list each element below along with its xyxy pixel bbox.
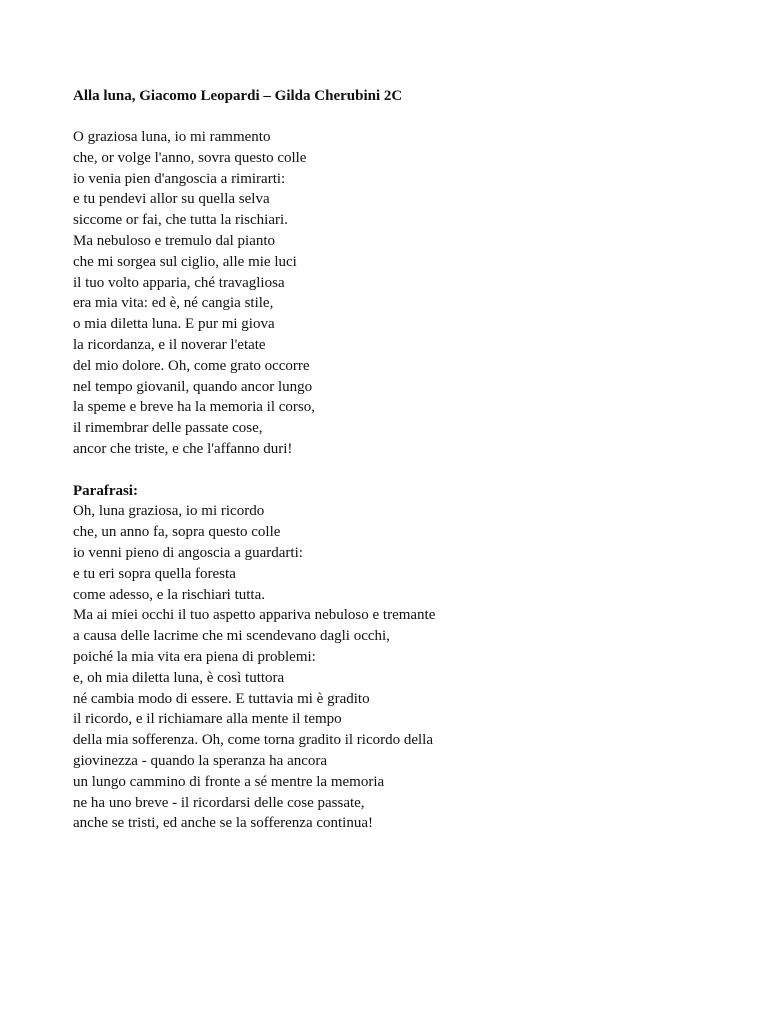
poem-line: siccome or fai, che tutta la rischiari.	[73, 212, 288, 229]
poem-line: che, or volge l'anno, sovra questo colle	[73, 149, 307, 166]
poem-line: il rimembrar delle passate cose,	[73, 420, 263, 437]
poem-line: del mio dolore. Oh, come grato occorre	[73, 357, 310, 374]
paraphrase-line: il ricordo, e il richiamare alla mente il tempo	[73, 711, 342, 728]
paraphrase-line: e tu eri sopra quella foresta	[73, 565, 236, 582]
paraphrase-line: io venni pieno di angoscia a guardarti:	[73, 544, 303, 561]
poem-line: io venia pien d'angoscia a rimirarti:	[73, 170, 286, 187]
paraphrase-line: poiché la mia vita era piena di problemi:	[73, 648, 316, 665]
poem-text	[73, 127, 713, 460]
paraphrase-line: che, un anno fa, sopra questo colle	[73, 524, 281, 541]
poem-line: la ricordanza, e il noverar l'etate	[73, 336, 266, 353]
poem-line: nel tempo giovanil, quando ancor lungo	[73, 378, 313, 395]
paraphrase-line: Ma ai miei occhi il tuo aspetto appariva nebuloso e tremante	[73, 607, 436, 624]
document-page	[73, 86, 713, 834]
poem-line: O graziosa luna, io mi rammento	[73, 129, 271, 145]
paraphrase-line: a causa delle lacrime che mi scendevano dagli occhi,	[73, 628, 390, 645]
poem-line: o mia diletta luna. E pur mi giova	[73, 316, 275, 333]
paraphrase-line: né cambia modo di essere. E tuttavia mi è gradito	[73, 690, 370, 707]
poem-line: era mia vita: ed è, né cangia stile,	[73, 295, 274, 312]
paraphrase-line: giovinezza - quando la speranza ha ancora	[73, 752, 328, 769]
poem-line: Ma nebuloso e tremulo dal pianto	[73, 232, 276, 249]
paraphrase-line: ne ha uno breve - il ricordarsi delle cose passate,	[73, 794, 365, 811]
paraphrase-line: e, oh mia diletta luna, è così tuttora	[73, 669, 285, 686]
paraphrase-line: come adesso, e la rischiari tutta.	[73, 586, 266, 603]
paraphrase-heading: Parafrasi:	[73, 482, 138, 499]
poem-line: la speme e breve ha la memoria il corso,	[73, 399, 315, 416]
poem-line: e tu pendevi allor su quella selva	[73, 191, 270, 208]
paraphrase-text	[73, 501, 713, 834]
paraphrase-line: della mia sofferenza. Oh, come torna gradito il ricordo della	[73, 732, 433, 749]
poem-line: che mi sorgea sul ciglio, alle mie luci	[73, 253, 297, 270]
paraphrase-line: anche se tristi, ed anche se la sofferenza continua!	[73, 815, 373, 832]
poem-line: il tuo volto apparia, ché travagliosa	[73, 274, 285, 291]
paraphrase-line: Oh, luna graziosa, io mi ricordo	[73, 503, 265, 520]
document-title: Alla luna, Giacomo Leopardi – Gilda Cherubini 2C	[73, 88, 403, 104]
paraphrase-line: un lungo cammino di fronte a sé mentre la memoria	[73, 773, 385, 790]
poem-line: ancor che triste, e che l'affanno duri!	[73, 440, 293, 457]
